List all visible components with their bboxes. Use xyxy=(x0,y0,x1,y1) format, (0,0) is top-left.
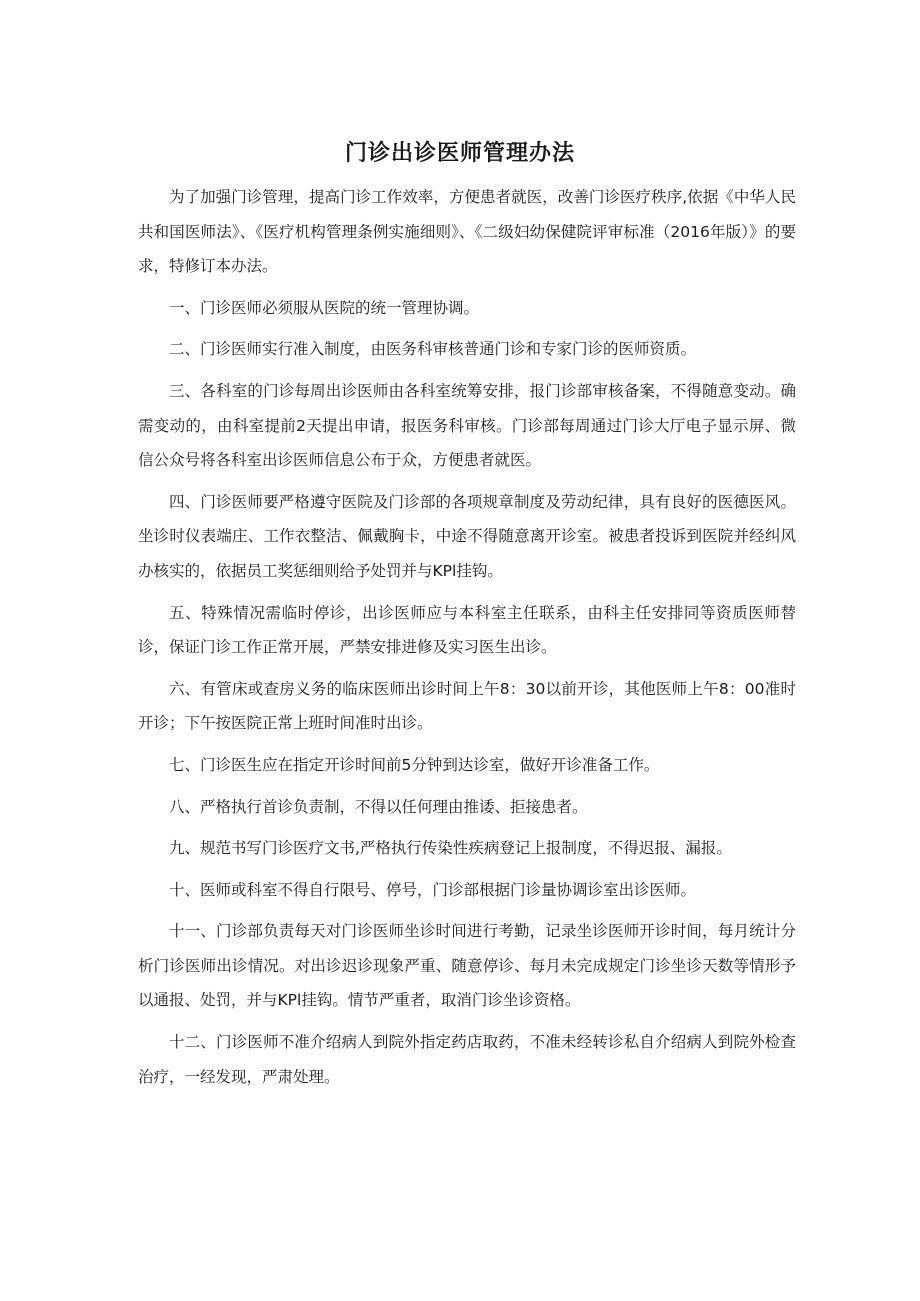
paragraph-article-7: 七、门诊医生应在指定开诊时间前5分钟到达诊室，做好开诊准备工作。 xyxy=(169,755,660,774)
paragraph-article-2: 二、门诊医师实行准入制度，由医务科审核普通门诊和专家门诊的医师资质。 xyxy=(169,340,697,359)
paragraph-intro: 为了加强门诊管理，提高门诊工作效率，方便患者就医，改善门诊医疗秩序,依据《中华人民共和国医师法》、《医疗机构管理条例实施细则》、《二级妇幼保健院评审标准（2016年版）》的要求，特修订本办法。 xyxy=(138,188,796,276)
paragraph-article-12: 十二、门诊医师不准介绍病人到院外指定药店取药，不准未经转诊私自介绍病人到院外检查治疗，一经发现，严肃处理。 xyxy=(138,1033,796,1086)
paragraph-article-10: 十、医师或科室不得自行限号、停号，门诊部根据门诊量协调诊室出诊医师。 xyxy=(169,880,697,899)
paragraph-article-5: 五、特殊情况需临时停诊，出诊医师应与本科室主任联系，由科主任安排同等资质医师替诊，保证门诊工作正常开展，严禁安排进修及实习医生出诊。 xyxy=(138,603,796,657)
paragraph-article-8: 八、严格执行首诊负责制，不得以任何理由推诿、拒接患者。 xyxy=(169,797,588,816)
paragraph-article-9: 九、规范书写门诊医疗文书,严格执行传染性疾病登记上报制度，不得迟报、漏报。 xyxy=(169,839,732,858)
paragraph-article-6: 六、有管床或查房义务的临床医师出诊时间上午8：30以前开诊，其他医师上午8：00准时开诊；下午按医院正常上班时间准时出诊。 xyxy=(138,679,796,733)
paragraph-article-11: 十一、门诊部负责每天对门诊医师坐诊时间进行考勤，记录坐诊医师开诊时间，每月统计分析门诊医师出诊情况。对出诊迟诊现象严重、随意停诊、每月未完成规定门诊坐诊天数等情形予以通报、处罚，并与KPl挂钩。情节严重者，取消门诊坐诊资格。 xyxy=(138,922,796,1010)
document-title: 门诊出诊医师管理办法 xyxy=(344,141,575,166)
paragraph-article-1: 一、门诊医师必须服从医院的统一管理协调。 xyxy=(169,298,480,317)
paragraph-article-3: 三、各科室的门诊每周出诊医师由各科室统筹安排，报门诊部审核备案，不得随意变动。确需变动的，由科室提前2天提出申请，报医务科审核。门诊部每周通过门诊大厅电子显示屏、微信公众号将各科室出诊医师信息公布于众，方便患者就医。 xyxy=(138,381,796,470)
paragraph-article-4: 四、门诊医师要严格遵守医院及门诊部的各项规章制度及劳动纪律，具有良好的医德医风。坐诊时仪表端庄、工作衣整洁、佩戴胸卡，中途不得随意离开诊室。被患者投诉到医院并经纠风办核实的，依据员工奖惩细则给予处罚并与KPl挂钩。 xyxy=(138,492,796,580)
document-body xyxy=(138,180,796,1101)
